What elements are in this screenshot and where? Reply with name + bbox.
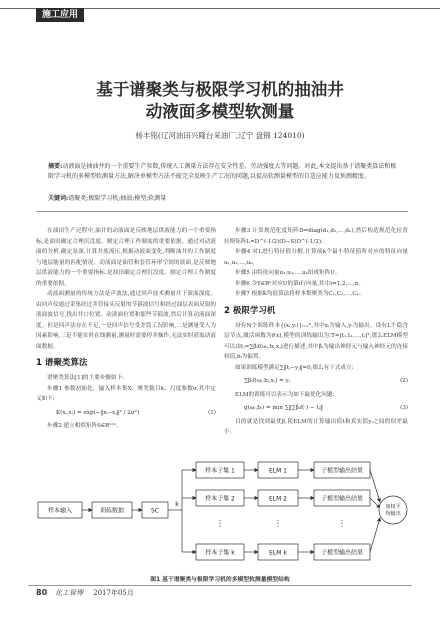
keywords (48, 193, 398, 202)
figure-1 (36, 456, 410, 571)
model-structure-diagram (36, 456, 410, 571)
abstract (48, 162, 398, 182)
equation-3-number: (3) (400, 405, 408, 411)
weighted-average-label-1: 加权平 (385, 504, 401, 510)
right-paragraph-2: 步骤4 对L进行特征值分解,计算前k个最小特征值所对应的特征向量u₁,u₂,…,uₖ。 (224, 249, 408, 266)
equation-3 (224, 403, 408, 414)
input-label: 样本输入 (47, 507, 73, 515)
right-paragraph-5: 步骤7 根据K均值算法将样本集聚类为C₁,C₂,…,Cₖ。 (235, 291, 365, 297)
equation-2-body: ∑βᵢf(ωᵢ,bᵢ,xⱼ) = yⱼ (244, 378, 291, 384)
elm-1-label: ELM 1 (268, 467, 288, 475)
right-paragraph-9: 目的就是找到最优β,使ELM的计算输出值t和真实值yᵢ之间的误差最小。 (224, 418, 408, 435)
output-2-label: 子模型输出结果 (320, 495, 364, 503)
title-line-1: 基于谱聚类与极限学习机的抽油井 (96, 80, 344, 99)
equation-2 (224, 376, 408, 387)
output-1-label: 子模型输出结果 (320, 467, 364, 475)
subset-k-label: 样本子集 k (205, 549, 235, 557)
journal-name: 化工管理 (55, 589, 84, 597)
left-column (36, 226, 216, 432)
right-paragraph-4: 步骤6 令Y∈Rⁿ对应U的第i行向量,其中i=1,2,…,n。 (235, 280, 364, 287)
vertical-ellipsis-icon: ⋮ (216, 519, 224, 528)
abstract-separator (36, 211, 408, 212)
weighted-average-label-2: 均输出 (385, 511, 401, 517)
section-heading-2: 2 极限学习机 (224, 305, 276, 316)
section-tag: 施工应用 (36, 8, 84, 22)
issue-date: 2017年05月 (93, 589, 134, 597)
title-line-2: 动液面多模型软测量 (145, 102, 295, 121)
right-column (224, 226, 408, 438)
subset-2-label: 样本子集 2 (205, 495, 235, 503)
right-paragraph-1: 步骤3 计算规范化度矩阵D=diag(d₁,d₂,…,dₙ),然后构造规范化拉普拉斯矩阵L=D^(-1/2)(D−S)D^(-1/2)。 (224, 228, 408, 245)
elm-2-label: ELM 2 (268, 495, 288, 503)
vertical-ellipsis-icon: ⋮ (338, 519, 346, 528)
equation-2-number: (2) (400, 378, 408, 384)
equation-1-body: K(xᵢ,xⱼ) = exp(−‖xᵢ−xⱼ‖² / 2σ²) (56, 409, 140, 416)
left-paragraph-5: 步骤2 建立相似矩阵S∈Rⁿˣⁿ。 (47, 423, 123, 429)
left-paragraph-1: 在油田生产过程中,油井的动液面是反映地层供液能力的一个重要指标,是油田确定合理沉没度、制定合理工作制度的重要依据。通过对动液面的分析,确定泵深,计算井底流压,根据动液面变化,判断油井的工作制度与地层能量的匹配情况。动液面是油管和套管环形空间的液面,是反映地层供液能力的一个重要指标,是油田确定合理沉没度、制定合理工作制度的重要依据。 (36, 228, 216, 287)
figure-caption: 图1 基于谱聚类与极限学习机的多模型软测量模型结构 (150, 577, 290, 583)
keywords-label: 关键词: (48, 195, 69, 202)
left-paragraph-4: 步骤1 参数初始化。输入样本集X、聚类数目k、尺度参数σ,其中定义如下: (36, 385, 216, 402)
equation-3-body: g(ωᵢ,bᵢ) = min ∑‖∑βᵢf(·) − tⱼ‖ (244, 405, 323, 411)
section-heading-1: 1 谱聚类算法 (36, 358, 88, 368)
train-label: 训练数据 (99, 507, 125, 515)
right-paragraph-6: 设有N个训练样本{(xᵢ,yᵢ)}ᵢ₌₁ᴺ,其中xᵢ为输入,yᵢ为输出。设有L个隐含层节点,激活函数为f(x),模型的训练输出为:T=[t₁,t₂,…,tᵢ]ᵀ,那么ELM模型可以由tⱼ=∑βᵢf(ωᵢ,bᵢ,xⱼ)进行描述,其中βᵢ为输出神经元与输入神经元的连接权值,bᵢ为偏置。 (224, 322, 408, 360)
abstract-label: 摘要: (48, 163, 63, 170)
equation-1-number: (1) (208, 409, 216, 416)
abstract-text: 动液面是抽油井的一个重要生产参数,传统人工测量方法存在安全性差、劳动强度大等问题。对此,本文提出基于谱聚类算法和极限学习机的多模型软测量方法,解决单模型方法不能完全反映生产工况的问题,以提高软测量模型的自适应能力及预测精度。 (48, 163, 397, 180)
left-paragraph-2: 动液面测量的传统方法是声波法,通过回声技术测量井下液面深度。由回声仪通过采集经过井管接头反射的节箍波信号和经过油层表面反射的液面波信号,找出井口位置、动液面位置和那些节箍波,然后计算动液面深度。但是回声法存在不足,一是回声信号受井筒工况影响,二是测量受人为因素影响,三是不能实时在线测量,测量时需要停井操作,无法实时获取动液面数据。 (36, 291, 216, 350)
elm-k-label: ELM k (269, 549, 287, 557)
weighted-average-node (379, 496, 407, 524)
output-k-label: 子模型输出结果 (320, 549, 364, 557)
page-number: 80 (36, 588, 48, 597)
right-paragraph-7: 如果训练模型满足∑‖tⱼ−yⱼ‖=0,那么有下式成立: (235, 364, 354, 371)
right-paragraph-3: 步骤5 由特征向量u₁,u₂,…,uₖ组成矩阵U。 (235, 270, 341, 276)
sc-label: SC (151, 507, 159, 515)
equation-1 (36, 408, 216, 419)
right-paragraph-8: ELM的训练可以表示为如下最优化问题: (235, 391, 335, 398)
author: 杨丰铭(辽河油田兴隆台采油厂,辽宁 盘锦 124010) (135, 131, 305, 140)
keywords-text: 谱聚类;极限学习机;抽油;模型;软测量 (68, 195, 167, 202)
footer-rule (28, 585, 412, 586)
k-label: k (175, 501, 179, 508)
footer (36, 588, 134, 598)
left-paragraph-3: 谱聚类算法[1]的主要步骤如下: (47, 375, 124, 381)
subset-1-label: 样本子集 1 (205, 467, 235, 475)
vertical-ellipsis-icon: ⋮ (274, 519, 282, 528)
